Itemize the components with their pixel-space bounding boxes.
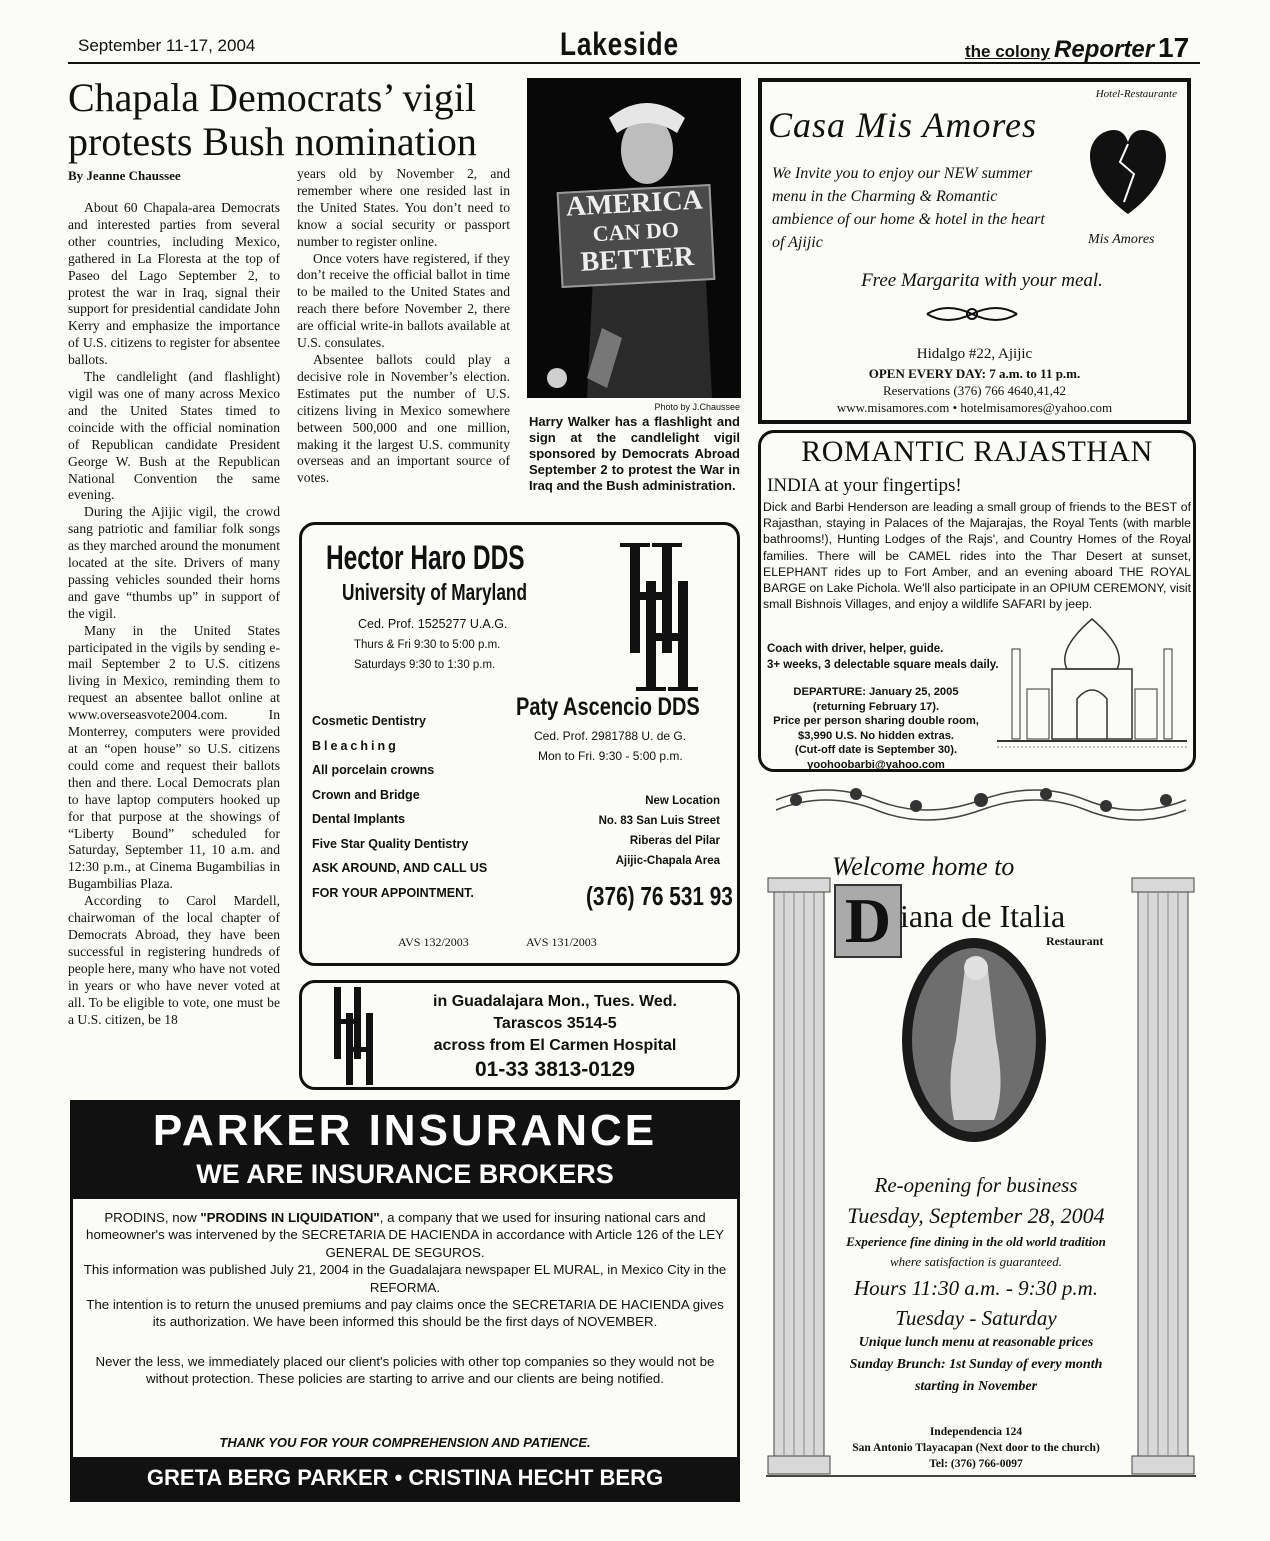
article-paragraph: According to Carol Mardell, chairwoman of the local chapter of Democrats Abroad, they have been successful in registering hundreds of people here, many who have not voted in years or who have never voted at all. To be eligible to vote, one must be a U.S. citizen, be 18 — [68, 893, 280, 1027]
heart-logo — [1088, 122, 1168, 222]
diana-experience: Experience fine dining in the old world tradition — [846, 1234, 1106, 1249]
parker-subtitle: WE ARE INSURANCE BROKERS — [196, 1159, 614, 1189]
location-line: No. 83 San Luis Street — [598, 815, 720, 827]
parker-p1-c: , a company that we used for insuring national cars and homeowner's was intervened by the SECRETARIA DE HACIENDA in accordance with Article 126 of the LEY GENERAL DE SEGUROS. — [86, 1210, 724, 1260]
hector-services — [312, 709, 487, 905]
protest-sign — [557, 184, 716, 288]
paty-ced: Ced. Prof. 2981788 U. de G. — [534, 729, 687, 743]
rajasthan-weeks: 3+ weeks, 3 delectable square meals daily. — [767, 659, 999, 671]
article-column-2 — [297, 166, 510, 487]
diana-days: Tuesday - Saturday — [895, 1306, 1057, 1330]
diana-initial: D — [834, 884, 902, 958]
diana-reopen: Re-opening for business — [874, 1173, 1078, 1197]
article-paragraph: Absentee ballots could play a decisive role in November’s election. Estimates put the number of U.S. citizens living in Mexico somewhere between 500,000 and one million, making it the largest U.S. community overseas and an important source of votes. — [297, 351, 510, 486]
paty-name: Paty Ascencio DDS — [516, 693, 700, 721]
sign-text: CAN DO — [592, 216, 680, 247]
guadalajara-info — [390, 991, 720, 1083]
service-item: All porcelain crowns — [312, 763, 435, 777]
rajasthan-title: ROMANTIC RAJASTHAN — [801, 435, 1153, 468]
hh-monogram-small-logo — [320, 985, 390, 1089]
hector-hours-1: Thurs & Fri 9:30 to 5:00 p.m. — [354, 639, 501, 651]
diana-starting: starting in November — [914, 1379, 1038, 1394]
location-line: Ajijic-Chapala Area — [615, 855, 720, 867]
diana-name: iana de Italia — [900, 898, 1066, 934]
headline-line-1: Chapala Democrats’ vigil — [68, 75, 477, 120]
parker-names: GRETA BERG PARKER • CRISTINA HECHT BERG — [73, 1457, 737, 1499]
parker-paragraph-3: The intention is to return the unused premiums and pay claims once the SECRETARIA DE HACIENDA gives its authorization. We have been informed this should be the first days of NOVEMBER. — [86, 1297, 724, 1330]
parker-header — [73, 1103, 737, 1199]
brand-small: the colony — [965, 42, 1051, 61]
article-paragraph: Once voters have registered, if they don’t receive the official ballot in time to be mailed to the United States and reach there before November 2, there are official write-in ballots available at U.S. consulates. — [297, 250, 510, 351]
parker-paragraph-2: This information was published July 21, 2004 in the Guadalajara newspaper EL MURAL, in Mexico City in the REFORMA. — [83, 1262, 727, 1295]
brand-name: Reporter — [1054, 36, 1155, 63]
diana-hours: Hours 11:30 a.m. - 9:30 p.m. — [853, 1276, 1098, 1300]
taj-mahal-illustration — [997, 609, 1187, 759]
rajasthan-departure — [761, 685, 991, 772]
diana-telephone: Tel: (376) 766-0097 — [929, 1458, 1023, 1470]
casa-mis-amores-ad — [758, 78, 1191, 424]
paty-hours: Mon to Fri. 9:30 - 5:00 p.m. — [538, 749, 683, 763]
masthead: Lakeside — [560, 26, 679, 62]
parker-p1-a: PRODINS, now — [104, 1210, 201, 1225]
new-location — [532, 791, 720, 871]
photo-caption: Harry Walker has a flashlight and sign at the candlelight vigil sponsored by Democrats Abroad September 2 to protest the War in Iraq and the Bush administration. — [529, 414, 740, 493]
rajasthan-body: Dick and Barbi Henderson are leading a small group of friends to the BEST of Rajasthan, staying in Palaces of the Majarajas, the Royal Tents (with marble bathrooms!), Hunting Lodges of the Rajs', and Country Homes of the Royal families. There will be CAMEL rides into the Thar Desert at sunset, ELEPHANT rides up to Fort Amber, and an evening aboard THE ROYAL BARGE on Lake Pichola. We'll also participate in an OPIUM CEREMONY, visit small Bishnois Villages, and enjoy a wildlife SAFARI by jeep. — [763, 500, 1191, 612]
location-line: Riberas del Pilar — [629, 835, 720, 847]
cutoff-date: (Cut-off date is September 30). — [794, 744, 958, 756]
article-paragraph: years old by November 2, and remember where one resided last in the United States. You don’t need to know a social security or passport number to register online. — [297, 166, 510, 249]
casa-web: www.misamores.com • hotelmisamores@yahoo.com — [836, 400, 1113, 415]
hector-name: Hector Haro DDS — [326, 539, 525, 577]
diana-address — [826, 1424, 1126, 1472]
article-paragraph: During the Ajijic vigil, the crowd sang patriotic and familiar folk songs as they marched around the monument located at the site. Drivers of many passing vehicles sounded their horns and gave “thumbs up” in support of the vigil. — [68, 504, 280, 621]
diana-lunch: Unique lunch menu at reasonable prices — [858, 1335, 1094, 1350]
diana-satisfaction: where satisfaction is guaranteed. — [889, 1254, 1063, 1269]
guadalajara-days: in Guadalajara Mon., Tues. Wed. — [433, 993, 677, 1010]
casa-title: Casa Mis Amores — [768, 105, 1038, 145]
departure-date: DEPARTURE: January 25, 2005 — [793, 686, 959, 698]
casa-logo-text: Mis Amores — [1088, 232, 1155, 247]
service-item: FOR YOUR APPOINTMENT. — [312, 885, 474, 900]
parker-paragraph-1 — [81, 1209, 729, 1261]
casa-reservations: Reservations (376) 766 4640,41,42 — [882, 383, 1067, 398]
hector-phone: (376) 76 531 93 — [586, 881, 733, 911]
avs-code-2: AVS 131/2003 — [526, 935, 597, 949]
hector-hours-2: Saturdays 9:30 to 1:30 p.m. — [354, 659, 496, 671]
article-paragraph: Many in the United States participated in the vigils by sending e-mail September 2 to U.S. citizens living in Mexico, reminding them to request an absentee ballot online at www.overseasvote2004.com. In Monterrey, computers were provided at an “open house” so U.S. citizens could come and request their ballots then and there. Local Democrats plan to have laptop computers hooked up for that purpose at the showings of “Liberty Bound” scheduled for Saturday, September 11, 10 a.m. and 12:30 p.m., at Cinema Bugambilias in Bugambilias Plaza. — [68, 622, 280, 892]
guadalajara-street: Tarascos 3514-5 — [493, 1015, 617, 1032]
diana-info — [826, 1170, 1126, 1398]
sign-text: AMERICA — [565, 184, 704, 223]
guadalajara-phone: 01-33 3813-0129 — [475, 1058, 635, 1081]
issue-date: September 11-17, 2004 — [78, 36, 256, 55]
guadalajara-landmark: across from El Carmen Hospital — [433, 1037, 677, 1054]
hector-ced: Ced. Prof. 1525277 U.A.G. — [358, 617, 508, 631]
service-item: Dental Implants — [312, 812, 406, 826]
headline — [68, 76, 518, 164]
hh-monogram-logo — [610, 537, 710, 697]
diana-address-line-2: San Antonio Tlayacapan (Next door to the church) — [852, 1442, 1100, 1454]
vigil-photo — [527, 78, 741, 398]
price-note: Price per person sharing double room, — [773, 715, 979, 727]
photo-credit: Photo by J.Chaussee — [654, 402, 740, 412]
headline-line-2: protests Bush nomination — [68, 119, 477, 164]
rajasthan-coach: Coach with driver, helper, guide. — [767, 643, 944, 655]
article-paragraph: The candlelight (and flashlight) vigil was one of many across Mexico and the United States timed to coincide with the official nomination of Republican candidate President George W. Bush at the Republican National Convention the same evening. — [68, 369, 280, 503]
brand-block — [965, 32, 1189, 64]
return-date: (returning February 17). — [812, 700, 940, 713]
service-item: Five Star Quality Dentistry — [312, 836, 469, 851]
diana-address-line-1: Independencia 124 — [929, 1426, 1023, 1438]
casa-hours: OPEN EVERY DAY: 7 a.m. to 11 p.m. — [868, 366, 1081, 381]
ornament-icon — [922, 300, 1022, 328]
service-item: Bleaching — [312, 738, 399, 753]
diana-restaurant: Restaurant — [1046, 934, 1104, 948]
diana-de-italia-ad — [766, 780, 1196, 1496]
sign-text: BETTER — [579, 241, 695, 278]
service-item: ASK AROUND, AND CALL US — [312, 861, 488, 875]
article-paragraph: About 60 Chapala-area Democrats and interested parties from several other countries, including Mexico, gathered in La Floresta at the top of Paseo del Lago September 2, to protest the war in Iraq, signal their support for presidential candidate John Kerry and emphasize the importance of U.S. citizens to register for absentee ballots. — [68, 200, 280, 368]
parker-thanks: THANK YOU FOR YOUR COMPREHENSION AND PATIENCE. — [219, 1435, 591, 1450]
byline: By Jeanne Chaussee — [68, 168, 181, 183]
diana-welcome: Welcome home to — [832, 852, 1015, 881]
parker-insurance-ad — [70, 1100, 740, 1502]
diana-brunch: Sunday Brunch: 1st Sunday of every month — [849, 1357, 1103, 1372]
parker-p1-b: "PRODINS IN LIQUIDATION" — [200, 1210, 380, 1225]
page-number: 17 — [1158, 32, 1190, 63]
location-line: New Location — [645, 795, 720, 807]
service-item: Crown and Bridge — [312, 787, 420, 802]
rajasthan-subtitle: INDIA at your fingertips! — [767, 475, 962, 496]
diana-date: Tuesday, September 28, 2004 — [847, 1203, 1105, 1228]
service-item: Cosmetic Dentistry — [312, 714, 426, 728]
casa-tag: Hotel-Restaurante — [1095, 88, 1177, 100]
hector-haro-ad — [299, 522, 740, 966]
rajasthan-ad — [758, 430, 1196, 772]
parker-title: PARKER INSURANCE — [152, 1106, 658, 1155]
avs-code-1: AVS 132/2003 — [398, 935, 469, 949]
article-column-1 — [68, 200, 280, 1028]
contact-email: yoohoobarbi@yahoo.com — [807, 758, 945, 771]
guadalajara-ad — [299, 980, 740, 1090]
hector-school: University of Maryland — [342, 579, 528, 605]
parker-paragraph-4: Never the less, we immediately placed our client's policies with other top companies so they would not be without protection. These policies are starting to arrive and our clients are being notified. — [95, 1353, 715, 1387]
price-amount: $3,990 U.S. No hidden extras. — [797, 729, 955, 742]
parker-body — [81, 1209, 729, 1388]
casa-body: We Invite you to enjoy our NEW summer menu in the Charming & Romantic ambience of our home & hotel in the heart of Ajijic — [772, 165, 1045, 251]
casa-offer: Free Margarita with your meal. — [861, 270, 1103, 291]
header-rule — [68, 62, 1200, 64]
casa-address: Hidalgo #22, Ajijic — [916, 346, 1033, 362]
